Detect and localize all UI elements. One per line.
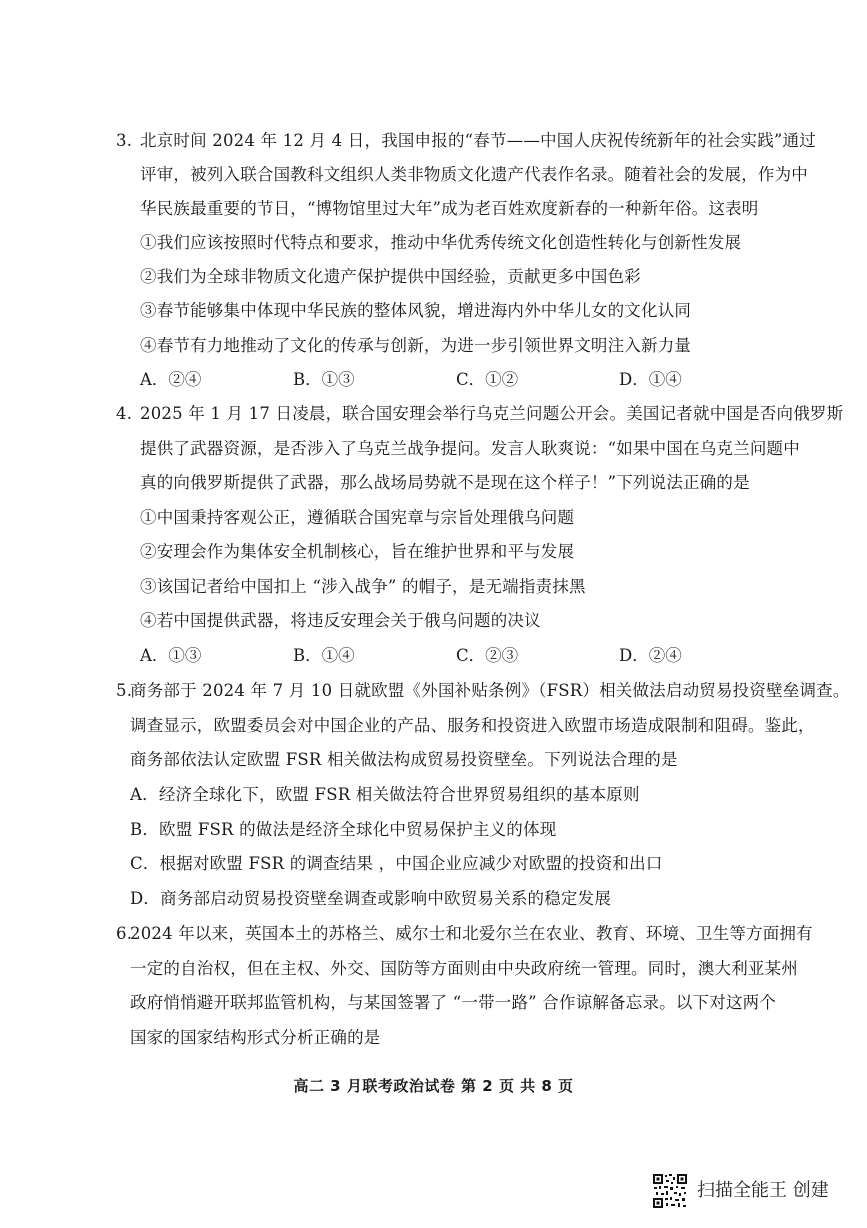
qr-code-icon: [652, 1173, 688, 1209]
question-stem-line: 政府悄悄避开联邦监管机构，与某国签署了 “一带一路” 合作谅解备忘录。以下对这两个: [130, 993, 777, 1012]
statement: ②安理会作为集体安全机制核心，旨在维护世界和平与发展: [140, 542, 575, 561]
option-b: B．欧盟 FSR 的做法是经济全球化中贸易保护主义的体现: [130, 820, 557, 839]
option-d: D．商务部启动贸易投资壁垒调查或影响中欧贸易关系的稳定发展: [130, 889, 612, 908]
statement: ③该国记者给中国扣上 “涉入战争” 的帽子，是无端指责抹黑: [140, 577, 586, 596]
option-d: D．②④: [619, 646, 682, 665]
question-stem-line: 提供了武器资源，是否涉入了乌克兰战争提问。发言人耿爽说：“如果中国在乌克兰问题中: [140, 439, 800, 458]
statement: ③春节能够集中体现中华民族的整体风貌，增进海内外中华儿女的文化认同: [140, 301, 692, 320]
option-a: A．①③: [140, 646, 202, 665]
scanner-watermark-text: 扫描全能王 创建: [697, 1180, 829, 1201]
statement: ②我们为全球非物质文化遗产保护提供中国经验，贡献更多中国色彩: [140, 267, 641, 286]
question-number: 5.: [116, 681, 133, 700]
question-stem-line: 华民族最重要的节日，“博物馆里过大年”成为老百姓欢度新春的一种新年俗。这表明: [140, 199, 759, 218]
question-number: 6.: [116, 924, 133, 943]
statement: ④春节有力地推动了文化的传承与创新，为进一步引领世界文明注入新力量: [140, 336, 692, 355]
option-c: C．①②: [456, 370, 519, 389]
question-stem-line: 调查显示，欧盟委员会对中国企业的产品、服务和投资进入欧盟市场造成限制和阻碍。鉴此，: [130, 716, 815, 735]
statement: ①中国秉持客观公正，遵循联合国宪章与宗旨处理俄乌问题: [140, 508, 575, 527]
question-stem-line: 2024 年以来，英国本土的苏格兰、威尔士和北爱尔兰在农业、教育、环境、卫生等方面拥有: [130, 924, 813, 943]
statement: ①我们应该按照时代特点和要求，推动中华优秀传统文化创造性转化与创新性发展: [140, 233, 742, 252]
statement: ④若中国提供武器，将违反安理会关于俄乌问题的决议: [140, 611, 541, 630]
question-stem-line: 北京时间 2024 年 12 月 4 日，我国申报的“春节——中国人庆祝传统新年的社会实践”通过: [140, 131, 816, 150]
option-a: A．经济全球化下，欧盟 FSR 相关做法符合世界贸易组织的基本原则: [130, 785, 640, 804]
question-stem-line: 评审，被列入联合国教科文组织人类非物质文化遗产代表作名录。随着社会的发展，作为中: [140, 165, 808, 184]
page-footer: 高二 3 月联考政治试卷 第 2 页 共 8 页: [293, 1077, 574, 1095]
option-b: B．①③: [293, 370, 355, 389]
option-c: C．②③: [456, 646, 519, 665]
question-number: 3.: [116, 131, 133, 150]
question-stem-line: 真的向俄罗斯提供了武器，那么战场局势就不是现在这个样子！”下列说法正确的是: [140, 473, 750, 492]
question-stem-line: 国家的国家结构形式分析正确的是: [130, 1028, 381, 1047]
question-stem-line: 一定的自治权，但在主权、外交、国防等方面则由中央政府统一管理。同时，澳大利亚某州: [130, 959, 798, 978]
option-c: C．根据对欧盟 FSR 的调查结果 ，中国企业应减少对欧盟的投资和出口: [130, 854, 663, 873]
question-stem-line: 2025 年 1 月 17 日凌晨，联合国安理会举行乌克兰问题公开会。美国记者就中国是否向俄罗斯: [140, 404, 844, 423]
question-stem-line: 商务部依法认定欧盟 FSR 相关做法构成贸易投资壁垒。下列说法合理的是: [130, 750, 678, 769]
option-d: D．①④: [619, 370, 682, 389]
question-number: 4.: [116, 404, 133, 423]
option-b: B．①④: [293, 646, 355, 665]
question-stem-line: 商务部于 2024 年 7 月 10 日就欧盟《外国补贴条例》（FSR）相关做法启动贸易投资壁垒调查。: [130, 681, 850, 700]
option-a: A．②④: [140, 370, 202, 389]
